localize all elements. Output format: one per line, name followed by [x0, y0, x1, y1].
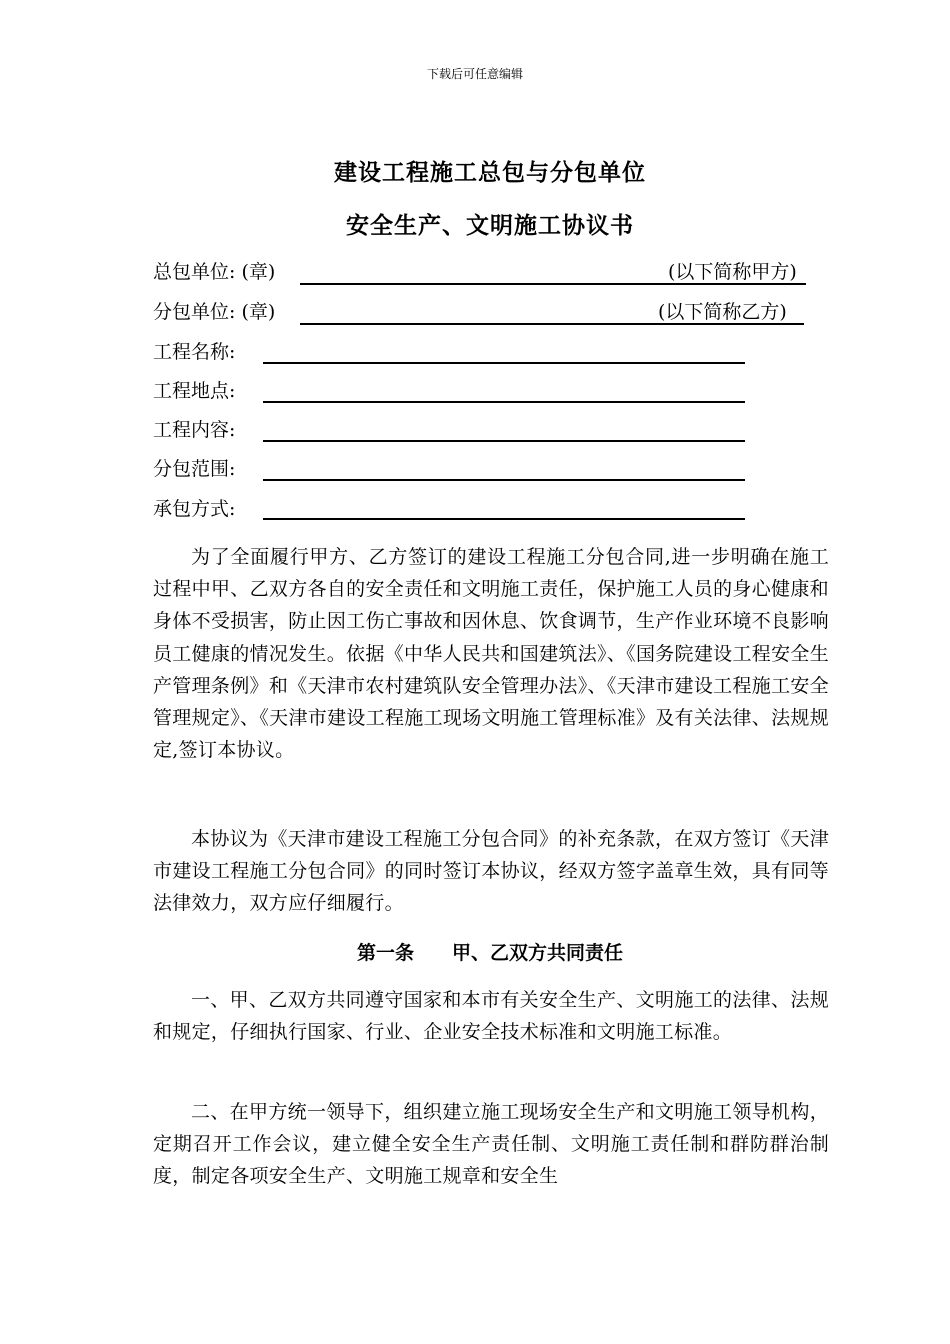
- page-header-note: 下载后可任意编辑: [426, 67, 523, 81]
- document-title-line1: 建设工程施工总包与分包单位: [334, 159, 646, 186]
- fill-in-line[interactable]: [263, 362, 745, 364]
- field-label: 总包单位: (章): [153, 261, 276, 283]
- field-label: 分包范围:: [153, 458, 236, 480]
- field-label: 工程名称:: [153, 341, 236, 363]
- fill-in-line[interactable]: [263, 440, 745, 442]
- section-heading-article-1: [0, 940, 950, 966]
- supplement-paragraph: 本协议为《天津市建设工程施工分包合同》的补充条款，在双方签订《天津市建设工程施工分包合同》的同时签订本协议，经双方签字盖章生效，具有同等法律效力，双方应仔细履行。: [153, 828, 829, 915]
- intro-paragraph: 为了全面履行甲方、乙方签订的建设工程施工分包合同,进一步明确在施工过程中甲、乙双方各自的安全责任和文明施工责任，保护施工人员的身心健康和身体不受损害，防止因工伤亡事故和因休息、饮食调节，生产作业环境不良影响员工健康的情况发生。依据《中华人民共和国建筑法》、《国务院建设工程安全生产管理条例》和《天津市农村建筑队安全管理办法》、《天津市建设工程施工安全管理规定》、《天津市建设工程施工现场文明施工管理标准》及有关法律、法规规定,签订本协议。: [153, 546, 829, 762]
- clause-2-paragraph: 二、在甲方统一领导下，组织建立施工现场安全生产和文明施工领导机构，定期召开工作会议，建立健全安全生产责任制、文明施工责任制和群防群治制度，制定各项安全生产、文明施工规章和安全生: [153, 1101, 829, 1188]
- field-label: 承包方式:: [153, 498, 236, 520]
- field-suffix: (以下简称乙方): [658, 301, 787, 323]
- fill-in-line[interactable]: [263, 479, 745, 481]
- field-label: 工程内容:: [153, 419, 236, 441]
- section-number: 第一条: [356, 942, 414, 964]
- section-title: 甲、乙双方共同责任: [452, 942, 624, 964]
- fill-in-line[interactable]: [263, 401, 745, 403]
- field-label: 分包单位: (章): [153, 301, 276, 323]
- field-suffix: (以下简称甲方): [668, 261, 797, 283]
- clause-1-paragraph: 一、甲、乙双方共同遵守国家和本市有关安全生产、文明施工的法律、法规和规定，仔细执行国家、行业、企业安全技术标准和文明施工标准。: [153, 989, 829, 1044]
- fill-in-line[interactable]: [263, 518, 745, 520]
- field-label: 工程地点:: [153, 380, 236, 402]
- document-title-line2: 安全生产、文明施工协议书: [346, 212, 634, 239]
